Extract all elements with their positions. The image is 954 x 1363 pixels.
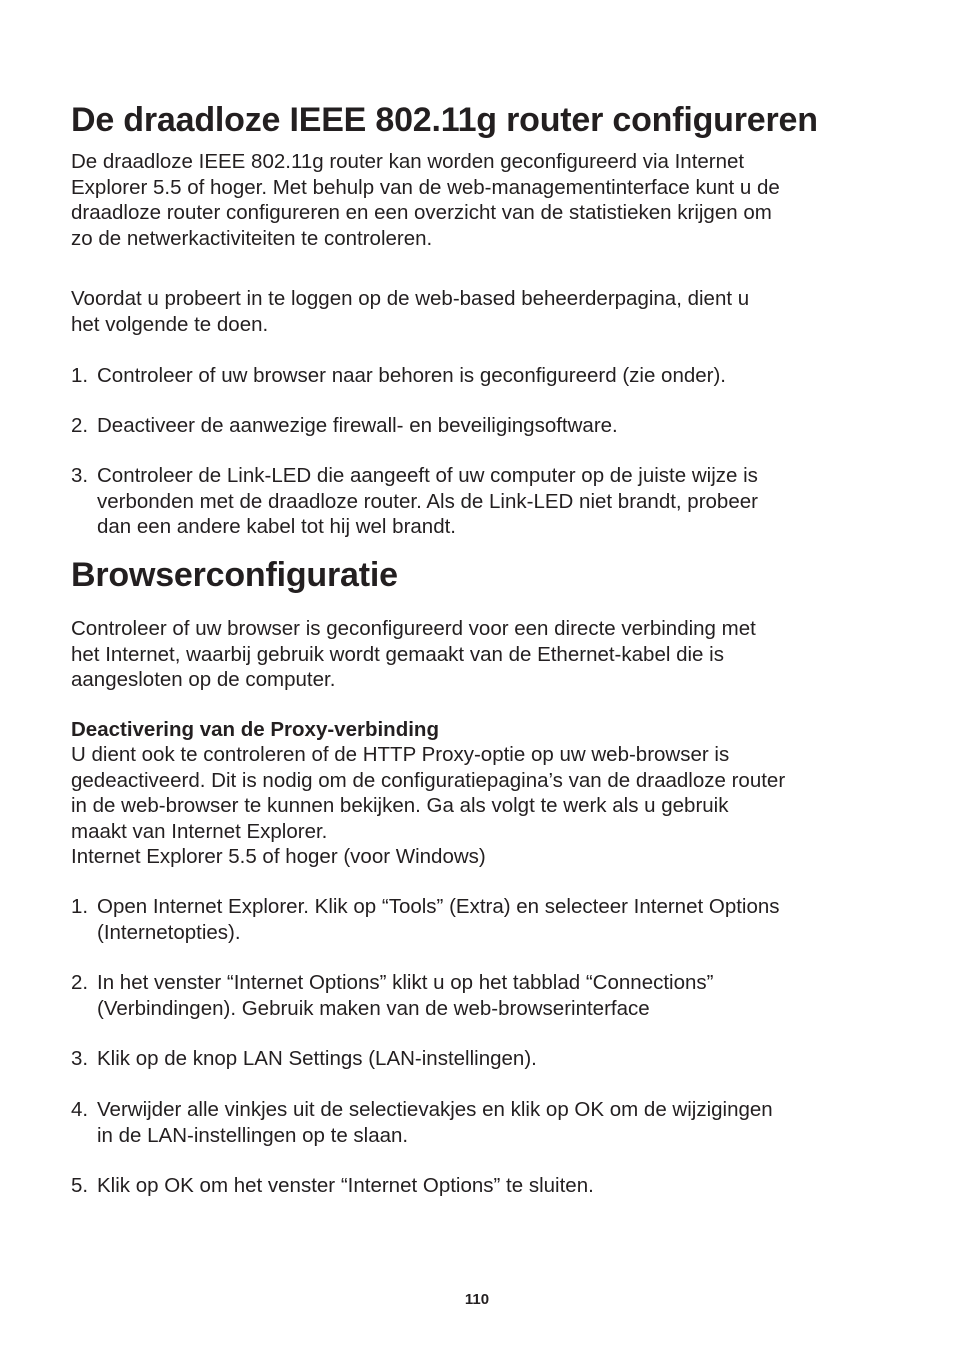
text-line: Internet Explorer 5.5 of hoger (voor Windows) bbox=[71, 845, 486, 868]
text-line: Controleer de Link-LED die aangeeft of uw computer op de juiste wijze is bbox=[97, 464, 758, 487]
text-line: In het venster “Internet Options” klikt u op het tabblad “Connections” bbox=[97, 971, 714, 994]
text-line: Voordat u probeert in te loggen op de web-based beheerderpagina, dient u bbox=[71, 287, 750, 310]
text-line: De draadloze IEEE 802.11g router kan worden geconfigureerd via Internet bbox=[71, 150, 745, 173]
proxy-subheading: Deactivering van de Proxy-verbinding bbox=[71, 718, 439, 741]
list-number: 2. bbox=[71, 414, 89, 437]
text-line: aangesloten op de computer. bbox=[71, 668, 336, 691]
text-line: (Internetopties). bbox=[97, 920, 241, 944]
text-line: dan een andere kabel tot hij wel brandt. bbox=[97, 515, 457, 538]
text-line: gedeactiveerd. Dit is nodig om de configuratiepagina’s van de draadloze router bbox=[71, 768, 786, 792]
text-line: verbonden met de draadloze router. Als de Link-LED niet brandt, probeer bbox=[97, 489, 758, 513]
list-number: 3. bbox=[71, 1047, 89, 1070]
proxy-paragraph bbox=[71, 742, 891, 870]
text-line: draadloze router configureren en een overzicht van de statistieken krijgen om bbox=[71, 201, 772, 224]
list-item-step-2 bbox=[71, 413, 891, 439]
section-title-browser-config: Browserconfiguratie bbox=[71, 556, 398, 594]
section-title-router-config: De draadloze IEEE 802.11g router configureren bbox=[71, 101, 818, 139]
text-line: in de LAN-instellingen op te slaan. bbox=[97, 1123, 409, 1147]
text-line: U dient ook te controleren of de HTTP Proxy-optie op uw web-browser is bbox=[71, 743, 730, 766]
text-line: Deactiveer de aanwezige firewall- en beveiligingsoftware. bbox=[97, 414, 618, 437]
text-line: Klik op de knop LAN Settings (LAN-instellingen). bbox=[97, 1047, 537, 1070]
list-number: 3. bbox=[71, 464, 89, 487]
text-line: het volgende te doen. bbox=[71, 312, 269, 336]
text-line: Open Internet Explorer. Klik op “Tools” (Extra) en selecteer Internet Options bbox=[97, 895, 780, 918]
text-line: (Verbindingen). Gebruik maken van de web-browserinterface bbox=[97, 996, 650, 1020]
list-number: 5. bbox=[71, 1174, 89, 1197]
text-line: Verwijder alle vinkjes uit de selectievakjes en klik op OK om de wijzigingen bbox=[97, 1098, 773, 1121]
list-number: 1. bbox=[71, 364, 89, 387]
list-item-ie-step-2 bbox=[71, 970, 891, 1021]
before-login-paragraph bbox=[71, 286, 891, 337]
text-line: zo de netwerkactiviteiten te controleren. bbox=[71, 226, 433, 250]
text-line: Klik op OK om het venster “Internet Options” te sluiten. bbox=[97, 1174, 594, 1197]
text-line: maakt van Internet Explorer. bbox=[71, 819, 328, 843]
list-item-step-1 bbox=[71, 363, 891, 389]
browser-intro-paragraph bbox=[71, 616, 891, 693]
text-line: het Internet, waarbij gebruik wordt gemaakt van de Ethernet-kabel die is bbox=[71, 642, 724, 666]
list-number: 2. bbox=[71, 971, 89, 994]
list-number: 1. bbox=[71, 895, 89, 918]
text-line: Controleer of uw browser is geconfigureerd voor een directe verbinding met bbox=[71, 617, 756, 640]
list-item-step-3 bbox=[71, 463, 891, 540]
page-number: 110 bbox=[464, 1291, 490, 1308]
text-line: Explorer 5.5 of hoger. Met behulp van de web-managementinterface kunt u de bbox=[71, 175, 780, 199]
list-item-ie-step-1 bbox=[71, 894, 891, 945]
intro-paragraph bbox=[71, 149, 891, 251]
list-item-ie-step-4 bbox=[71, 1097, 891, 1148]
list-item-ie-step-5 bbox=[71, 1173, 891, 1199]
text-line: Controleer of uw browser naar behoren is geconfigureerd (zie onder). bbox=[97, 364, 727, 387]
text-line: in de web-browser te kunnen bekijken. Ga als volgt te werk als u gebruik bbox=[71, 794, 729, 817]
list-item-ie-step-3 bbox=[71, 1046, 891, 1072]
list-number: 4. bbox=[71, 1098, 89, 1121]
